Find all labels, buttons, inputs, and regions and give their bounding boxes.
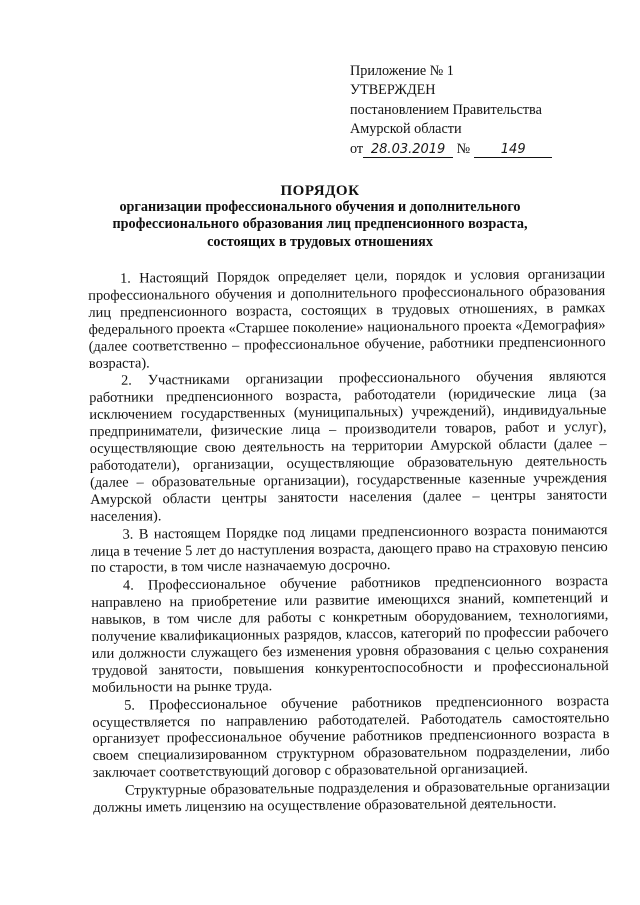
handwritten-date: 28.03.2019 [363,142,453,158]
appendix-label: Приложение № 1 [350,63,454,79]
paragraph-5: 5. Профессиональное обучение работников предпенсионного возраста осуществляется по направлению работодателей. Работодатель самостоятельно организует профессиональное обучение работников предпенсионного возраста в своем специализированном структурном образовательном подразделении, либо заключает соответствующий договор с образовательной организацией. [92,692,610,782]
paragraph-1: 1. Настоящий Порядок определяет цели, порядок и условия организации профессионального обучения и дополнительного профессионального образования лиц предпенсионного возраста, состоящих в трудовых отношениях, в рамках федерального проекта «Старшее поколение» национального проекта «Демография» (далее соответственно – профессиональное обучение, работники предпенсионного возраста). [88,266,606,372]
date-number-line [350,140,610,159]
handwritten-number: 149 [474,142,552,158]
date-prefix: от [350,140,364,157]
paragraph-2: 2. Участниками организации профессионального обучения являются работники предпенсионного возраста, работодатели (юридические лица (за исключением государственных (муниципальных) учреждений), индивидуальные предприниматели, физические лица – производители товаров, работ и услуг), осуществляющие свою деятельность на территории Амурской области (далее – работодатели), организации, осуществляющие образовательную деятельность (далее – образовательные организации), государственные казенные учреждения Амурской области центры занятости населения (далее – центры занятости населения). [89,368,608,525]
approval-block [350,62,610,159]
document-subtitle: организации профессионального обучения и дополнительного профессионального образования лиц предпенсионного возраста, состоящих в трудовых отношениях [112,199,528,250]
paragraph-3: 3. В настоящем Порядке под лицами предпенсионного возраста понимаются лица в течение 5 лет до наступления возраста, дающего право на страховую пенсию по старости, в том числе назначаемую досрочно. [90,521,608,577]
document-body [88,266,610,817]
document-title: ПОРЯДОК [280,183,360,199]
decree-label: постановлением Правительства [350,101,542,118]
approved-label: УТВЕРЖДЕН [350,82,436,99]
region-label: Амурской области [350,121,462,138]
paragraph-6: Структурные образовательные подразделения и образовательные организации должны иметь лицензию на осуществление образовательной деятельности. [93,778,611,817]
number-sign: № [456,140,471,157]
paragraph-4: 4. Профессиональное обучение работников предпенсионного возраста направлено на приобретение или развитие имеющихся знаний, компетенций и навыков, в том числе для работы с конкретным оборудованием, технологиями, получение квалификационных разрядов, классов, категорий по профессии рабочего или должности служащего без изменения уровня образования с целью сохранения трудовой занятости, повышения конкурентоспособности и профессиональной мобильности на рынке труда. [91,573,609,696]
